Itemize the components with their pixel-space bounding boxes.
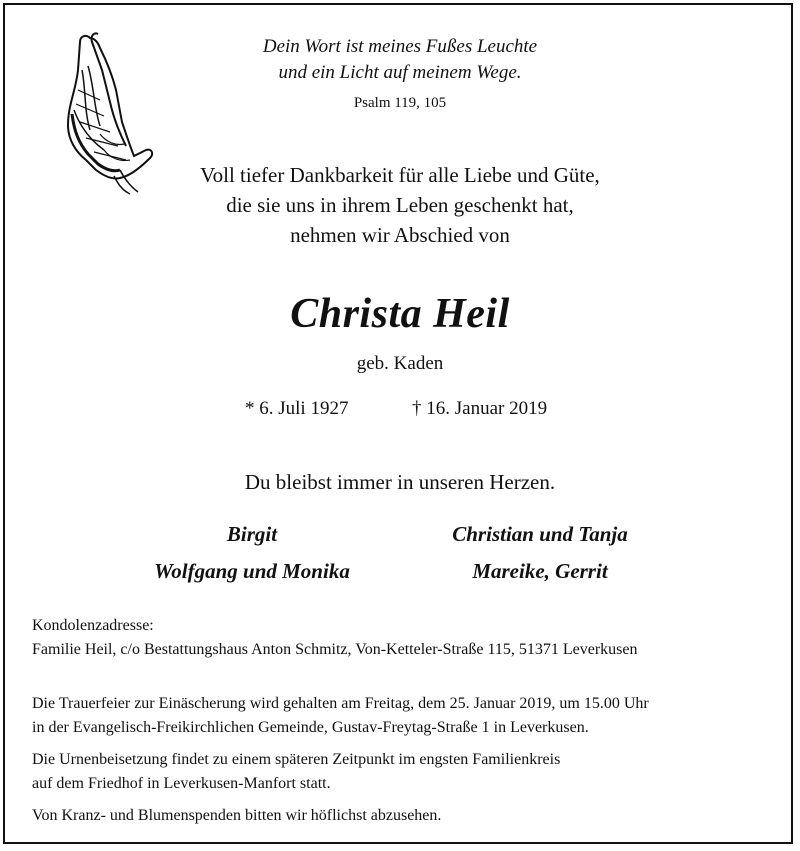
mourner-name: Mareike, Gerrit — [472, 559, 608, 583]
psalm-verse — [0, 34, 800, 86]
verse-line-1: Dein Wort ist meines Fußes Leuchte — [262, 36, 538, 57]
flowers-note: Von Kranz- und Blumenspenden bitten wir höflichst abzusehen. — [32, 807, 442, 824]
burial-block — [32, 748, 780, 796]
intro-line-2: die sie uns in ihrem Leben geschenkt hat, — [226, 193, 574, 217]
mourner-name: Wolfgang und Monika — [154, 559, 350, 583]
condolence-block — [32, 614, 780, 662]
death-date: † 16. Januar 2019 — [412, 398, 548, 419]
verse-line-2: und ein Licht auf meinem Wege. — [278, 62, 522, 83]
burial-line-2: auf dem Friedhof in Leverkusen-Manfort statt. — [32, 775, 331, 792]
ceremony-line-1: Die Trauerfeier zur Einäscherung wird gehalten am Freitag, dem 25. Januar 2019, um 15.00 Uhr — [32, 695, 649, 712]
birth-date: * 6. Juli 1927 — [245, 398, 349, 419]
intro-text — [0, 160, 800, 250]
psalm-reference: Psalm 119, 105 — [353, 95, 447, 111]
ceremony-line-2: in der Evangelisch-Freikirchlichen Gemeinde, Gustav-Freytag-Straße 1 in Leverkusen. — [32, 719, 589, 736]
closing-line: Du bleibst immer in unseren Herzen. — [244, 470, 556, 494]
mourner-name: Birgit — [226, 522, 278, 546]
intro-line-1: Voll tiefer Dankbarkeit für alle Liebe und Güte, — [200, 163, 600, 187]
intro-line-3: nehmen wir Abschied von — [290, 223, 510, 247]
mourners-left — [102, 516, 402, 590]
mourner-name: Christian und Tanja — [452, 522, 628, 546]
deceased-name: Christa Heil — [290, 291, 510, 337]
condolence-label: Kondolenzadresse: — [32, 617, 154, 634]
mourners-right — [390, 516, 690, 590]
birth-name: geb. Kaden — [356, 353, 444, 374]
ceremony-block — [32, 692, 780, 740]
condolence-address: Familie Heil, c/o Bestattungshaus Anton Schmitz, Von-Ketteler-Straße 115, 51371 Leverkusen — [32, 641, 638, 658]
burial-line-1: Die Urnenbeisetzung findet zu einem späteren Zeitpunkt im engsten Familienkreis — [32, 751, 561, 768]
